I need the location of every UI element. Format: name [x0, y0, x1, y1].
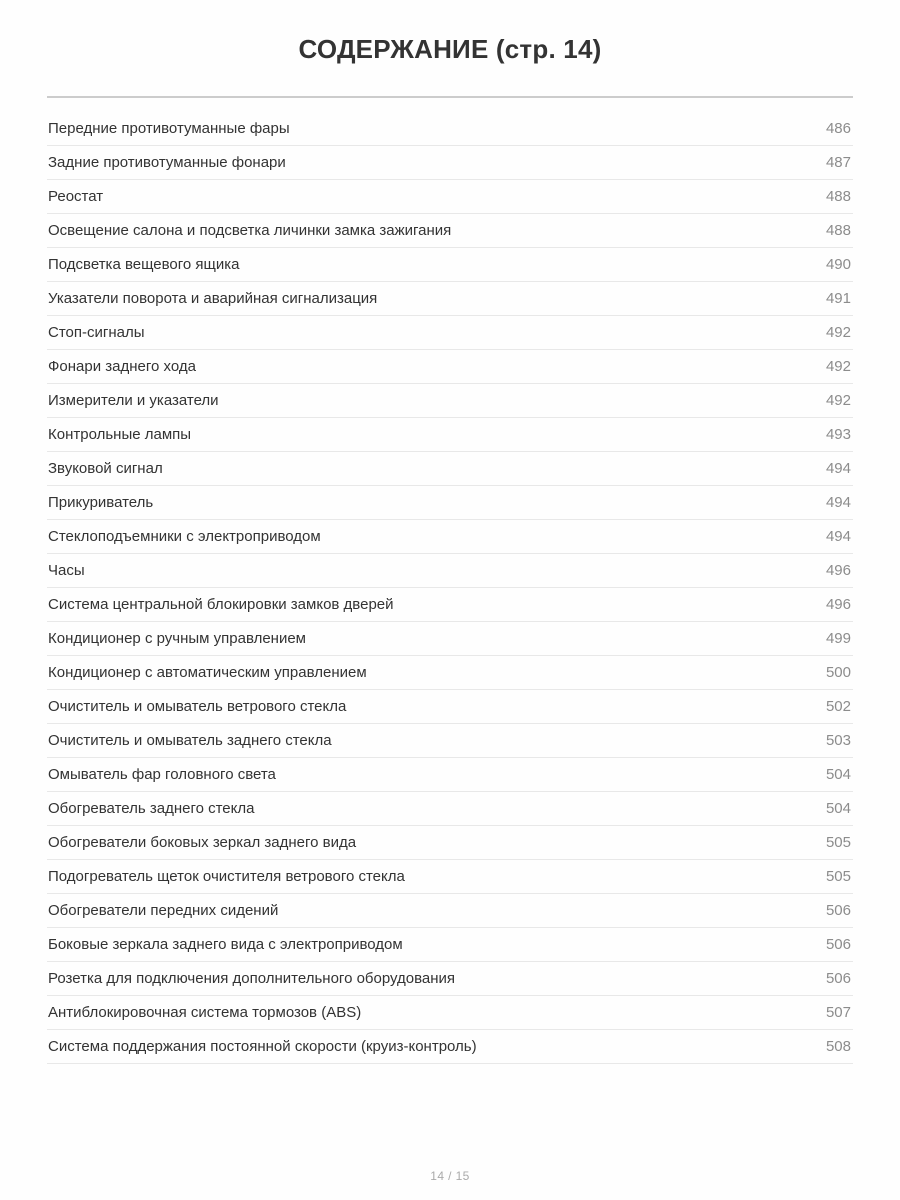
- toc-entry-page-number: 500: [825, 664, 851, 682]
- page-footer: [0, 1152, 900, 1200]
- toc-entry-page-number: 502: [825, 698, 851, 716]
- toc-row[interactable]: [47, 758, 853, 792]
- toc-entry-label: Освещение салона и подсветка личинки замка зажигания: [48, 222, 452, 240]
- toc-entry-label: Система поддержания постоянной скорости (круиз-контроль): [48, 1038, 477, 1056]
- toc-row[interactable]: [47, 656, 853, 690]
- toc-entry-label: Обогреватели боковых зеркал заднего вида: [48, 834, 357, 852]
- toc-row[interactable]: [47, 1030, 853, 1064]
- toc-entry-page-number: 492: [825, 358, 851, 376]
- toc-row[interactable]: [47, 486, 853, 520]
- toc-entry-label: Розетка для подключения дополнительного оборудования: [48, 970, 456, 988]
- toc-entry-page-number: 499: [825, 630, 851, 648]
- toc-entry-label: Система центральной блокировки замков дверей: [48, 596, 394, 614]
- toc-entry-page-number: 505: [825, 834, 851, 852]
- toc-entry-label: Омыватель фар головного света: [48, 766, 276, 784]
- toc-row[interactable]: [47, 860, 853, 894]
- toc-entry-page-number: 494: [825, 528, 851, 546]
- toc-row[interactable]: [47, 248, 853, 282]
- toc-entry-page-number: 486: [825, 120, 851, 138]
- toc-entry-page-number: 508: [825, 1038, 851, 1056]
- toc-entry-label: Задние противотуманные фонари: [48, 154, 286, 172]
- toc-entry-page-number: 503: [825, 732, 851, 750]
- toc-entry-label: Контрольные лампы: [48, 426, 192, 444]
- toc-row[interactable]: [47, 928, 853, 962]
- toc-entry-label: Прикуриватель: [48, 494, 154, 512]
- pagination-indicator: 14 / 15: [430, 1169, 470, 1183]
- toc-entry-page-number: 506: [825, 970, 851, 988]
- toc-entry-page-number: 493: [825, 426, 851, 444]
- toc-entry-label: Фонари заднего хода: [48, 358, 196, 376]
- toc-row[interactable]: [47, 792, 853, 826]
- toc-entry-page-number: 492: [825, 392, 851, 410]
- toc-row[interactable]: [47, 214, 853, 248]
- toc-entry-label: Измерители и указатели: [48, 392, 219, 410]
- toc-row[interactable]: [47, 554, 853, 588]
- toc-entry-page-number: 490: [825, 256, 851, 274]
- toc-entry-label: Часы: [48, 562, 85, 580]
- toc-row[interactable]: [47, 622, 853, 656]
- toc-entry-page-number: 487: [825, 154, 851, 172]
- toc-entry-label: Реостат: [48, 188, 104, 206]
- toc-entry-page-number: 504: [825, 800, 851, 818]
- toc-entry-page-number: 496: [825, 596, 851, 614]
- toc-row[interactable]: [47, 452, 853, 486]
- toc-entry-label: Подогреватель щеток очистителя ветрового стекла: [48, 868, 405, 886]
- toc-entry-label: Обогреватель заднего стекла: [48, 800, 255, 818]
- toc-row[interactable]: [47, 112, 853, 146]
- toc-entry-page-number: 505: [825, 868, 851, 886]
- toc-entry-page-number: 488: [825, 222, 851, 240]
- toc-row[interactable]: [47, 146, 853, 180]
- toc-row[interactable]: [47, 350, 853, 384]
- toc-entry-label: Звуковой сигнал: [48, 460, 163, 478]
- toc-row[interactable]: [47, 962, 853, 996]
- toc-entry-label: Подсветка вещевого ящика: [48, 256, 240, 274]
- toc-entry-page-number: 506: [825, 936, 851, 954]
- toc-entry-label: Передние противотуманные фары: [48, 120, 290, 138]
- toc-row[interactable]: [47, 996, 853, 1030]
- toc-entry-page-number: 504: [825, 766, 851, 784]
- toc-entry-label: Очиститель и омыватель ветрового стекла: [48, 698, 347, 716]
- toc-row[interactable]: [47, 520, 853, 554]
- toc-row[interactable]: [47, 724, 853, 758]
- toc-row[interactable]: [47, 894, 853, 928]
- toc-entry-page-number: 492: [825, 324, 851, 342]
- toc-entry-label: Стоп-сигналы: [48, 324, 145, 342]
- toc-entry-page-number: 496: [825, 562, 851, 580]
- toc-entry-label: Кондиционер с автоматическим управлением: [48, 664, 367, 682]
- toc-entry-label: Кондиционер с ручным управлением: [48, 630, 306, 648]
- toc-list: [47, 98, 853, 1064]
- toc-row[interactable]: [47, 384, 853, 418]
- toc-entry-label: Стеклоподъемники с электроприводом: [48, 528, 321, 546]
- toc-row[interactable]: [47, 282, 853, 316]
- page-title: СОДЕРЖАНИЕ (стр. 14): [298, 34, 602, 64]
- toc-entry-page-number: 494: [825, 460, 851, 478]
- toc-entry-label: Антиблокировочная система тормозов (ABS): [48, 1004, 362, 1022]
- toc-row[interactable]: [47, 690, 853, 724]
- toc-entry-page-number: 491: [825, 290, 851, 308]
- toc-entry-label: Боковые зеркала заднего вида с электроприводом: [48, 936, 403, 954]
- toc-entry-label: Очиститель и омыватель заднего стекла: [48, 732, 332, 750]
- toc-row[interactable]: [47, 180, 853, 214]
- toc-entry-page-number: 488: [825, 188, 851, 206]
- title-block: [0, 0, 900, 65]
- toc-row[interactable]: [47, 418, 853, 452]
- toc-row[interactable]: [47, 588, 853, 622]
- toc-entry-page-number: 494: [825, 494, 851, 512]
- toc-entry-label: Указатели поворота и аварийная сигнализация: [48, 290, 378, 308]
- toc-row[interactable]: [47, 316, 853, 350]
- toc-entry-page-number: 507: [825, 1004, 851, 1022]
- toc-entry-page-number: 506: [825, 902, 851, 920]
- toc-entry-label: Обогреватели передних сидений: [48, 902, 279, 920]
- toc-row[interactable]: [47, 826, 853, 860]
